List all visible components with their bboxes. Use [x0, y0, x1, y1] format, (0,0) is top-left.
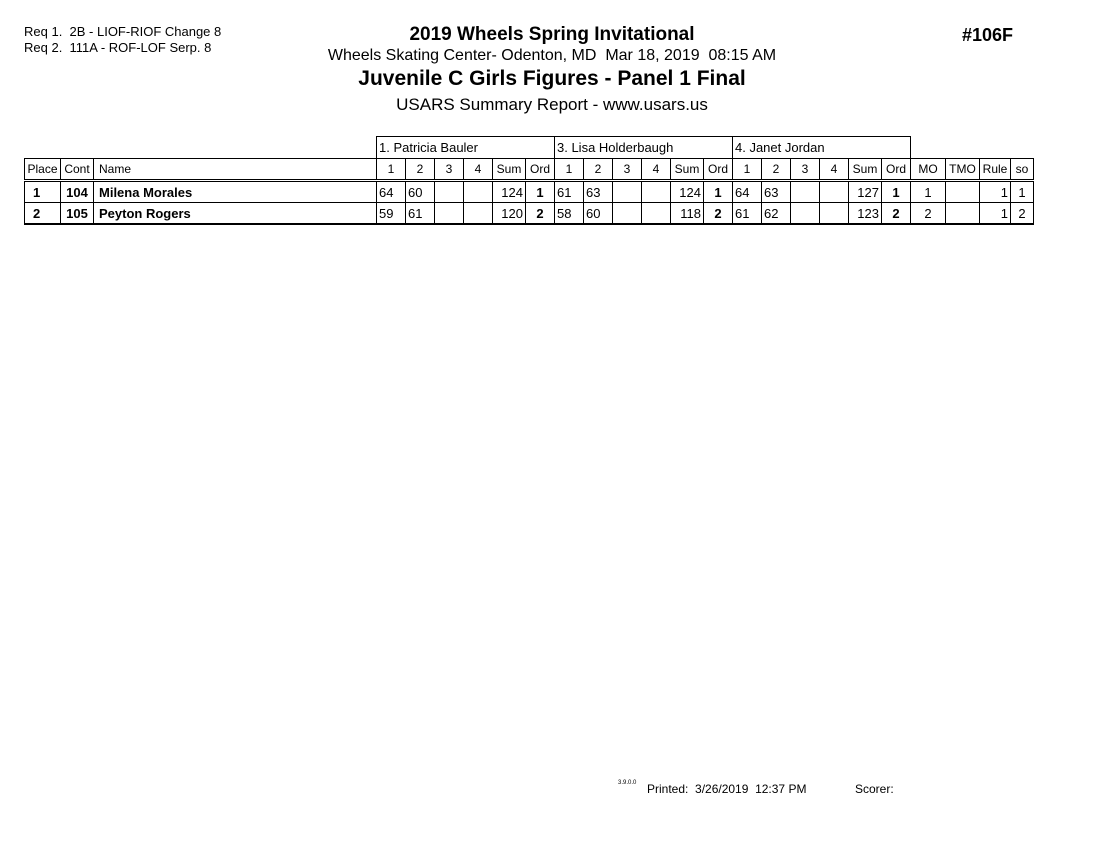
col-header-score2: 2 — [584, 159, 613, 181]
req-line-1: Req 1. 2B - LIOF-RIOF Change 8 — [24, 24, 222, 39]
col-header-score3: 3 — [435, 159, 464, 181]
col-header-ord: Ord — [704, 159, 733, 181]
score-cell — [464, 203, 493, 225]
score-cell — [613, 203, 642, 225]
col-header-place: Place — [25, 159, 61, 181]
column-header-row — [25, 159, 1034, 181]
score-cell: 61 — [733, 203, 762, 225]
col-header-score1: 1 — [555, 159, 584, 181]
results-table — [24, 136, 1034, 225]
score-cell: 63 — [584, 181, 613, 203]
score-cell — [642, 181, 671, 203]
score-cell — [820, 181, 849, 203]
col-header-score3: 3 — [613, 159, 642, 181]
score-cell: 59 — [377, 203, 406, 225]
col-header-name: Name — [94, 159, 377, 181]
printed-timestamp: Printed: 3/26/2019 12:37 PM — [647, 782, 807, 796]
col-header-sum: Sum — [493, 159, 526, 181]
ordinal-cell: 1 — [704, 181, 733, 203]
score-cell — [613, 181, 642, 203]
col-header-rule: Rule — [980, 159, 1011, 181]
score-cell: 60 — [406, 181, 435, 203]
sum-cell: 123 — [849, 203, 882, 225]
scorer-label: Scorer: — [855, 782, 894, 796]
judge-name: 4. Janet Jordan — [733, 137, 911, 159]
rule-cell: 1 — [980, 203, 1011, 225]
col-header-sum: Sum — [671, 159, 704, 181]
tmo-cell — [946, 181, 980, 203]
mo-cell: 1 — [911, 181, 946, 203]
score-cell: 60 — [584, 203, 613, 225]
col-header-so: so — [1011, 159, 1034, 181]
col-header-score1: 1 — [733, 159, 762, 181]
col-header-ord: Ord — [526, 159, 555, 181]
event-name-title: 2019 Wheels Spring Invitational — [409, 24, 695, 45]
skater-name-cell: Milena Morales — [94, 181, 377, 203]
col-header-tmo: TMO — [946, 159, 980, 181]
sum-cell: 118 — [671, 203, 704, 225]
col-header-score3: 3 — [791, 159, 820, 181]
sum-cell: 124 — [671, 181, 704, 203]
col-header-score2: 2 — [762, 159, 791, 181]
report-header — [0, 24, 1100, 115]
score-cell — [435, 181, 464, 203]
score-cell: 61 — [555, 181, 584, 203]
judges-row-left-spacer — [25, 137, 377, 159]
result-row — [25, 203, 1034, 225]
score-cell — [464, 181, 493, 203]
col-header-score2: 2 — [406, 159, 435, 181]
report-type-line: USARS Summary Report - www.usars.us — [396, 95, 708, 114]
col-header-score4: 4 — [464, 159, 493, 181]
judge-name: 3. Lisa Holderbaugh — [555, 137, 733, 159]
mo-cell: 2 — [911, 203, 946, 225]
col-header-ord: Ord — [882, 159, 911, 181]
so-cell: 2 — [1011, 203, 1034, 225]
score-cell — [820, 203, 849, 225]
sum-cell: 124 — [493, 181, 526, 203]
req-line-2: Req 2. 111A - ROF-LOF Serp. 8 — [24, 40, 212, 55]
result-row — [25, 181, 1034, 203]
col-header-mo: MO — [911, 159, 946, 181]
col-header-cont: Cont — [61, 159, 94, 181]
score-cell: 63 — [762, 181, 791, 203]
score-cell: 64 — [733, 181, 762, 203]
score-cell — [791, 203, 820, 225]
ordinal-cell: 2 — [882, 203, 911, 225]
score-cell — [642, 203, 671, 225]
ordinal-cell: 1 — [526, 181, 555, 203]
judge-name: 1. Patricia Bauler — [377, 137, 555, 159]
score-cell: 64 — [377, 181, 406, 203]
place-cell: 1 — [25, 181, 61, 203]
software-version: 3.9.0.0 — [618, 780, 637, 786]
so-cell: 1 — [1011, 181, 1034, 203]
col-header-score4: 4 — [820, 159, 849, 181]
contestant-number-cell: 104 — [61, 181, 94, 203]
score-cell — [791, 181, 820, 203]
event-number: #106F — [962, 25, 1014, 45]
place-cell: 2 — [25, 203, 61, 225]
ordinal-cell: 2 — [526, 203, 555, 225]
judges-row — [25, 137, 1034, 159]
score-cell: 58 — [555, 203, 584, 225]
venue-date-line: Wheels Skating Center- Odenton, MD Mar 18, 2019 08:15 AM — [327, 47, 777, 64]
tmo-cell — [946, 203, 980, 225]
sum-cell: 127 — [849, 181, 882, 203]
col-header-score4: 4 — [642, 159, 671, 181]
ordinal-cell: 1 — [882, 181, 911, 203]
col-header-sum: Sum — [849, 159, 882, 181]
skater-name-cell: Peyton Rogers — [94, 203, 377, 225]
score-cell: 61 — [406, 203, 435, 225]
judges-row-right-spacer — [911, 137, 1034, 159]
contestant-number-cell: 105 — [61, 203, 94, 225]
division-title: Juvenile C Girls Figures - Panel 1 Final — [358, 67, 746, 90]
score-cell — [435, 203, 464, 225]
sum-cell: 120 — [493, 203, 526, 225]
score-cell: 62 — [762, 203, 791, 225]
col-header-score1: 1 — [377, 159, 406, 181]
ordinal-cell: 2 — [704, 203, 733, 225]
rule-cell: 1 — [980, 181, 1011, 203]
